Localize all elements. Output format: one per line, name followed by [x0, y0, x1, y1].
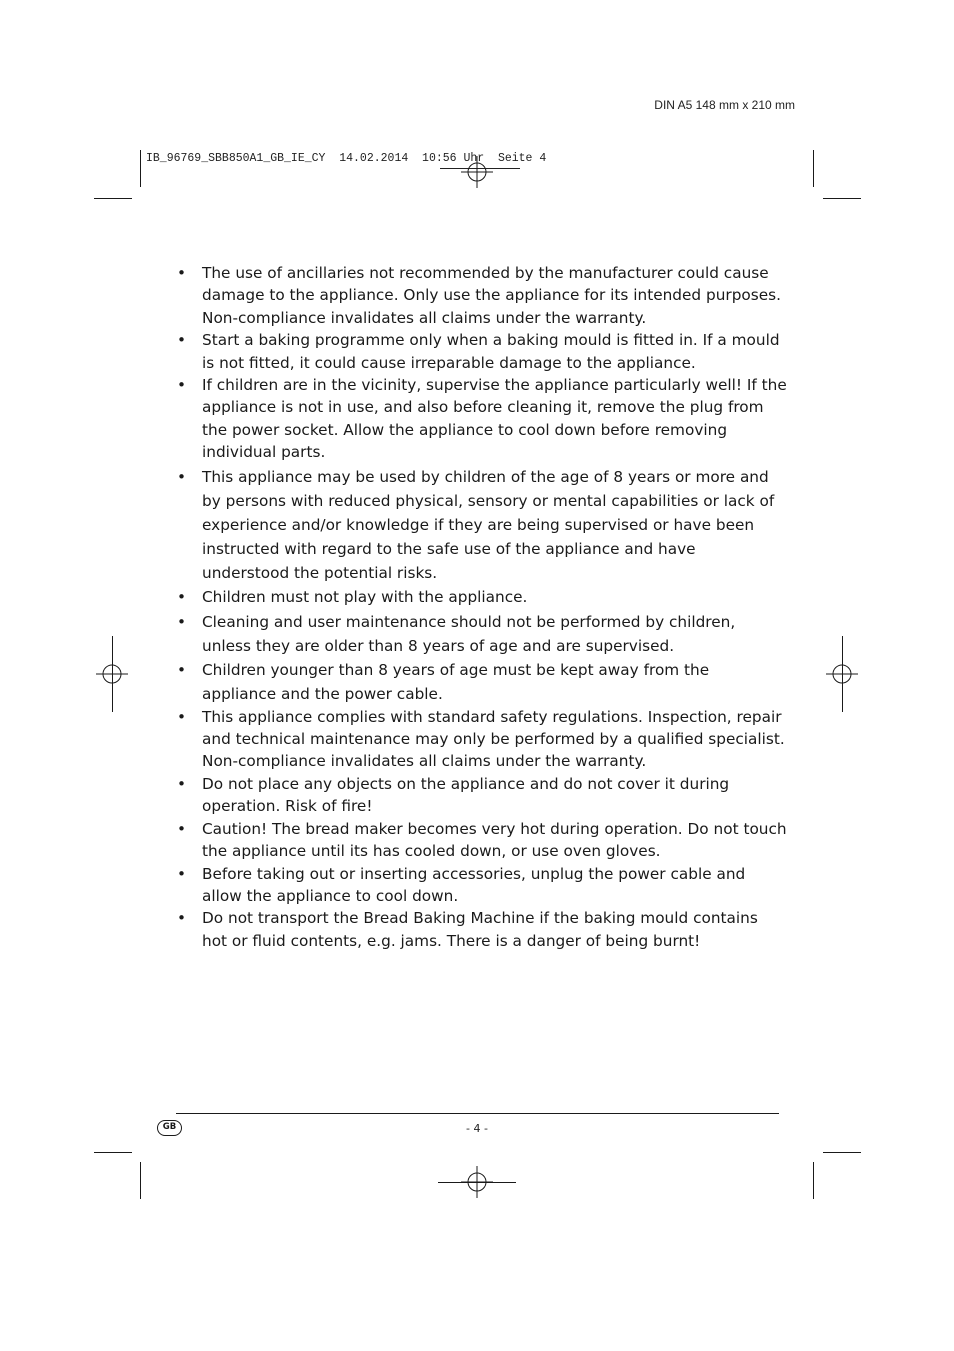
bullet-icon: •: [177, 612, 187, 631]
list-item-text: Do not transport the Bread Baking Machine if the baking mould contains hot or fluid contents, e.g. jams. There is a danger of being burnt!: [202, 909, 758, 950]
list-item: [177, 706, 787, 773]
list-item-text: This appliance complies with standard safety regulations. Inspection, repair and technical maintenance may only be performed by a qualified specialist. Non-compliance invalidates all claims under the warranty.: [202, 707, 785, 771]
list-item-text: Cleaning and user maintenance should not be performed by children, unless they are older than 8 years of age and are supervised.: [202, 612, 736, 655]
bullet-icon: •: [177, 467, 187, 486]
bullet-icon: •: [177, 264, 187, 282]
bullet-icon: •: [177, 909, 187, 928]
bullet-icon: •: [177, 707, 187, 726]
list-item: [177, 610, 787, 658]
list-item-text: If children are in the vicinity, supervise the appliance particularly well! If the appliance is not in use, and also before cleaning it, remove the plug from the power socket. Allow the appliance to cool down before removing individual parts.: [202, 376, 787, 462]
crop-mark-bottom-left-horizontal: [94, 1152, 132, 1153]
page-number: - 4 -: [466, 1122, 488, 1135]
list-item: [177, 658, 787, 706]
list-item: [177, 907, 787, 952]
list-item: [177, 262, 787, 329]
registration-mark-top-icon: [461, 156, 493, 188]
list-item-text: Before taking out or inserting accessories, unplug the power cable and allow the appliance to cool down.: [202, 864, 746, 905]
registration-mark-left-icon: [96, 658, 128, 690]
list-item-text: This appliance may be used by children of the age of 8 years or more and by persons with reduced physical, sensory or mental capabilities or lack of experience and/or knowledge if they are being supervised or have been instructed with regard to the safe use of the appliance and have understood the potential risks.: [202, 467, 775, 582]
crop-mark-top-right-horizontal: [823, 198, 861, 199]
registration-line-bottom: [438, 1182, 516, 1183]
crop-mark-top-right-vertical: [813, 150, 814, 187]
list-item-text: Do not place any objects on the appliance and do not cover it during operation. Risk of fire!: [202, 774, 730, 816]
list-item: [177, 329, 787, 374]
crop-mark-bottom-right-vertical: [813, 1162, 814, 1199]
list-item-text: Children younger than 8 years of age must be kept away from the appliance and the power cable.: [202, 660, 710, 703]
bullet-icon: •: [177, 864, 187, 883]
safety-instructions-list: [177, 262, 787, 952]
list-item-text: Children must not play with the appliance.: [202, 587, 528, 606]
language-badge: GB: [157, 1120, 182, 1136]
registration-mark-right-icon: [826, 658, 858, 690]
list-item: [177, 585, 787, 609]
crop-mark-top-left-horizontal: [94, 198, 132, 199]
list-item-text: Caution! The bread maker becomes very hot during operation. Do not touch the appliance until its has cooled down, or use oven gloves.: [202, 819, 787, 861]
bullet-icon: •: [177, 819, 187, 838]
crop-mark-bottom-left-vertical: [140, 1162, 141, 1199]
safety-instructions: [177, 262, 787, 952]
list-item-text: The use of ancillaries not recommended by the manufacturer could cause damage to the appliance. Only use the appliance for its intended purposes. Non-compliance invalidates all claims under the warranty.: [202, 264, 781, 327]
bullet-icon: •: [177, 587, 187, 606]
print-format-label: DIN A5 148 mm x 210 mm: [654, 98, 795, 112]
list-item: [177, 374, 787, 464]
bullet-icon: •: [177, 331, 187, 350]
crop-mark-bottom-right-horizontal: [823, 1152, 861, 1153]
bullet-icon: •: [177, 660, 187, 679]
print-slug-line: IB_96769_SBB850A1_GB_IE_CY 14.02.2014 10:56 Uhr Seite 4: [146, 152, 547, 165]
bullet-icon: •: [177, 376, 187, 395]
list-item: [177, 465, 787, 585]
list-item: [177, 863, 787, 908]
list-item: [177, 773, 787, 818]
bullet-icon: •: [177, 774, 187, 793]
crop-mark-top-left-vertical: [140, 150, 141, 187]
footer-rule: [176, 1113, 779, 1114]
list-item: [177, 818, 787, 863]
list-item-text: Start a baking programme only when a baking mould is fitted in. If a mould is not fitted, it could cause irreparable damage to the appliance.: [202, 331, 780, 372]
